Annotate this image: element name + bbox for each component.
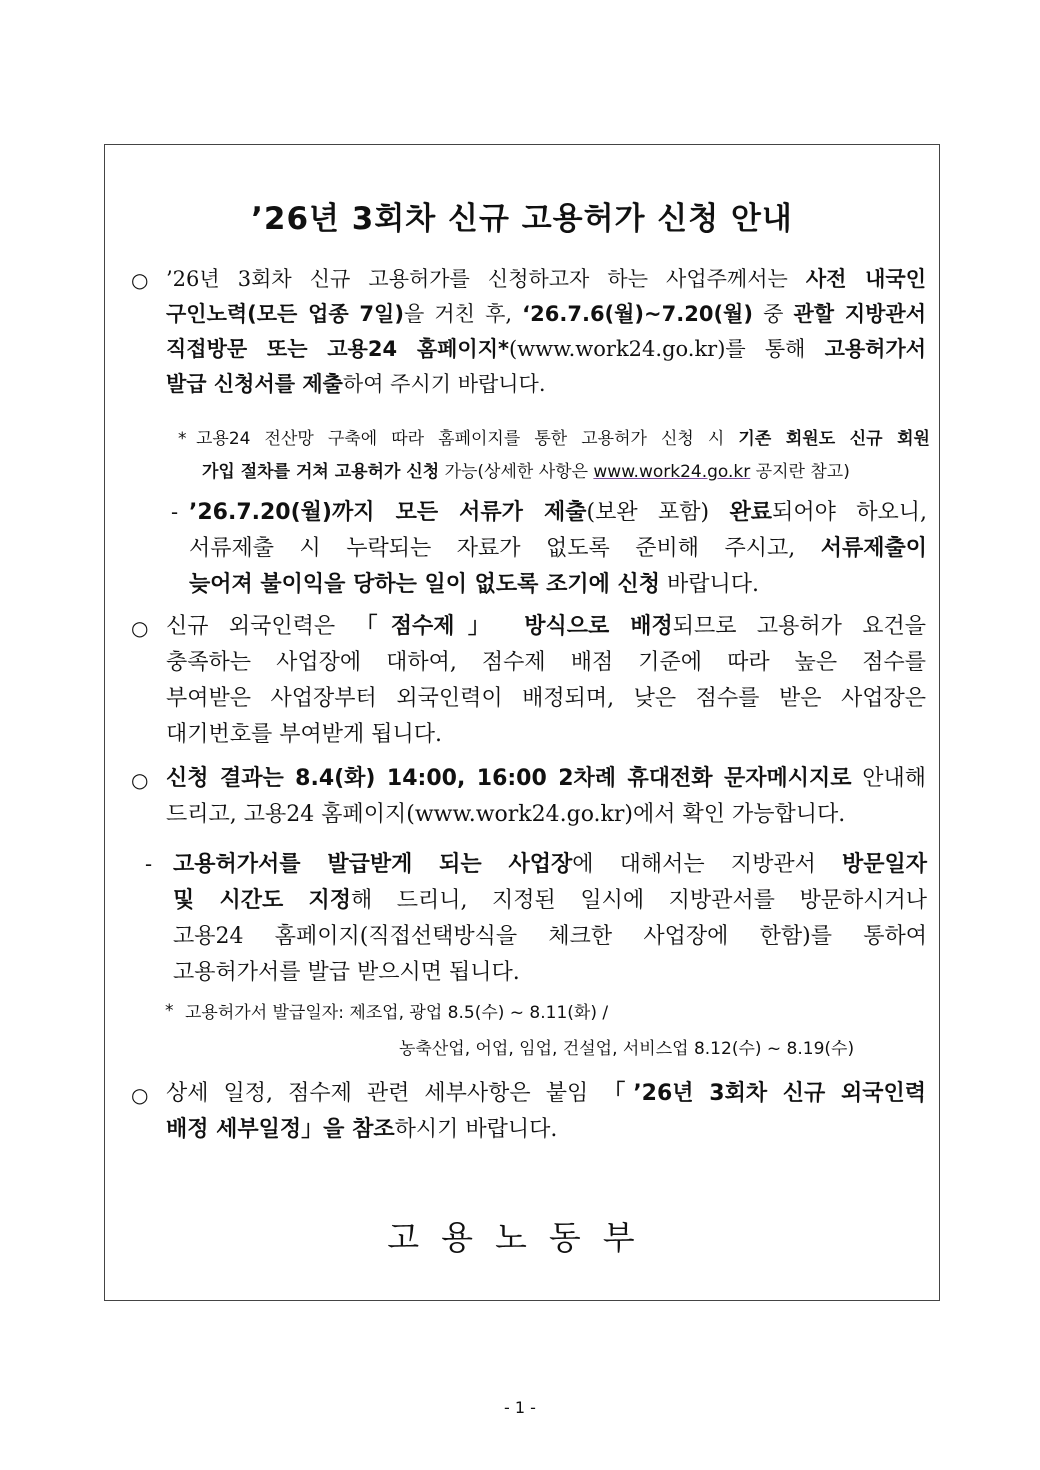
section-2-line-1: 신규 외국인력은 「점수제」 방식으로 배정되므로 고용허가 요건을	[166, 614, 926, 639]
section-1-line-4: 발급 신청서를 제출하여 주시기 바랍니다.	[166, 372, 546, 396]
bullet-circle: ○	[131, 616, 149, 640]
section-1-line-3: 직접방문 또는 고용24 홈페이지*(www.work24.go.kr)를 통해 고용허가서	[166, 337, 926, 361]
note-1-line-2: 가입 절차를 거쳐 고용허가 신청 가능(상세한 사항은 www.work24.go.kr 공지란 참고)	[202, 462, 850, 482]
notice-frame	[104, 144, 940, 1301]
section-1-line-1: ’26년 3회차 신규 고용허가를 신청하고자 하는 사업주께서는 사전 내국인	[166, 267, 926, 291]
page-number: - 1 -	[504, 1398, 536, 1417]
dash-marker: -	[171, 500, 179, 524]
note-1	[196, 423, 930, 489]
bullet-circle: ○	[131, 268, 149, 292]
note-2-line-1: 고용허가서 발급일자: 제조업, 광업 8.5(수) ~ 8.11(화) /	[185, 1003, 609, 1023]
section-1	[166, 262, 926, 402]
bullet-circle: ○	[131, 1083, 149, 1107]
note-asterisk: *	[165, 1001, 174, 1021]
dash-1-line-3: 늦어져 불이익을 당하는 일이 없도록 조기에 신청 바랍니다.	[189, 572, 759, 597]
section-1-line-2: 구인노력(모든 업종 7일)을 거친 후, ‘26.7.6(월)~7.20(월) 중 관할 지방관서	[166, 302, 926, 326]
dash-1-line-1: ’26.7.20(월)까지 모든 서류가 제출(보완 포함) 완료되어야 하오니,	[189, 500, 927, 525]
section-2-line-4: 대기번호를 부여받게 됩니다.	[166, 722, 443, 747]
section-3-line-2: 드리고, 고용24 홈페이지(www.work24.go.kr)에서 확인 가능합니다.	[166, 802, 846, 827]
note-1-line-1: 고용24 전산망 구축에 따라 홈페이지를 통한 고용허가 신청 시 기존 회원도 신규 회원	[196, 429, 930, 449]
section-4-line-2: 배정 세부일정」을 참조하시기 바랍니다.	[166, 1117, 558, 1142]
dash-marker: -	[145, 852, 153, 876]
note-2-line-2: 농축산업, 어업, 임업, 건설업, 서비스업 8.12(수) ~ 8.19(수)	[399, 1039, 855, 1059]
bullet-circle: ○	[131, 768, 149, 792]
work24-link[interactable]: www.work24.go.kr	[593, 462, 751, 482]
dash-1	[189, 495, 927, 603]
dash-2-line-1: 고용허가서를 발급받게 되는 사업장에 대해서는 지방관서 방문일자	[173, 852, 927, 877]
section-2	[166, 609, 926, 753]
note-2	[185, 995, 905, 1067]
dash-2	[173, 847, 927, 991]
dash-2-line-4: 고용허가서를 발급 받으시면 됩니다.	[173, 960, 520, 985]
section-2-line-3: 부여받은 사업장부터 외국인력이 배정되며, 낮은 점수를 받은 사업장은	[166, 686, 926, 711]
section-3-line-1: 신청 결과는 8.4(화) 14:00, 16:00 2차례 휴대전화 문자메시지로 안내해	[166, 766, 926, 791]
note-asterisk: *	[178, 429, 187, 449]
organization-name: 고용노동부	[387, 1218, 657, 1257]
section-2-line-2: 충족하는 사업장에 대하여, 점수제 배점 기준에 따라 높은 점수를	[166, 650, 926, 675]
dash-2-line-3: 고용24 홈페이지(직접선택방식을 체크한 사업장에 한함)를 통하여	[173, 924, 927, 949]
section-3	[166, 761, 926, 833]
section-4-line-1: 상세 일정, 점수제 관련 세부사항은 붙임 「’26년 3회차 신규 외국인력	[166, 1081, 926, 1106]
dash-1-line-2: 서류제출 시 누락되는 자료가 없도록 준비해 주시고, 서류제출이	[189, 536, 927, 561]
dash-2-line-2: 및 시간도 지정해 드리니, 지정된 일시에 지방관서를 방문하시거나	[173, 888, 927, 913]
section-4	[166, 1076, 926, 1148]
document-title: ’26년 3회차 신규 고용허가 신청 안내	[251, 201, 793, 237]
